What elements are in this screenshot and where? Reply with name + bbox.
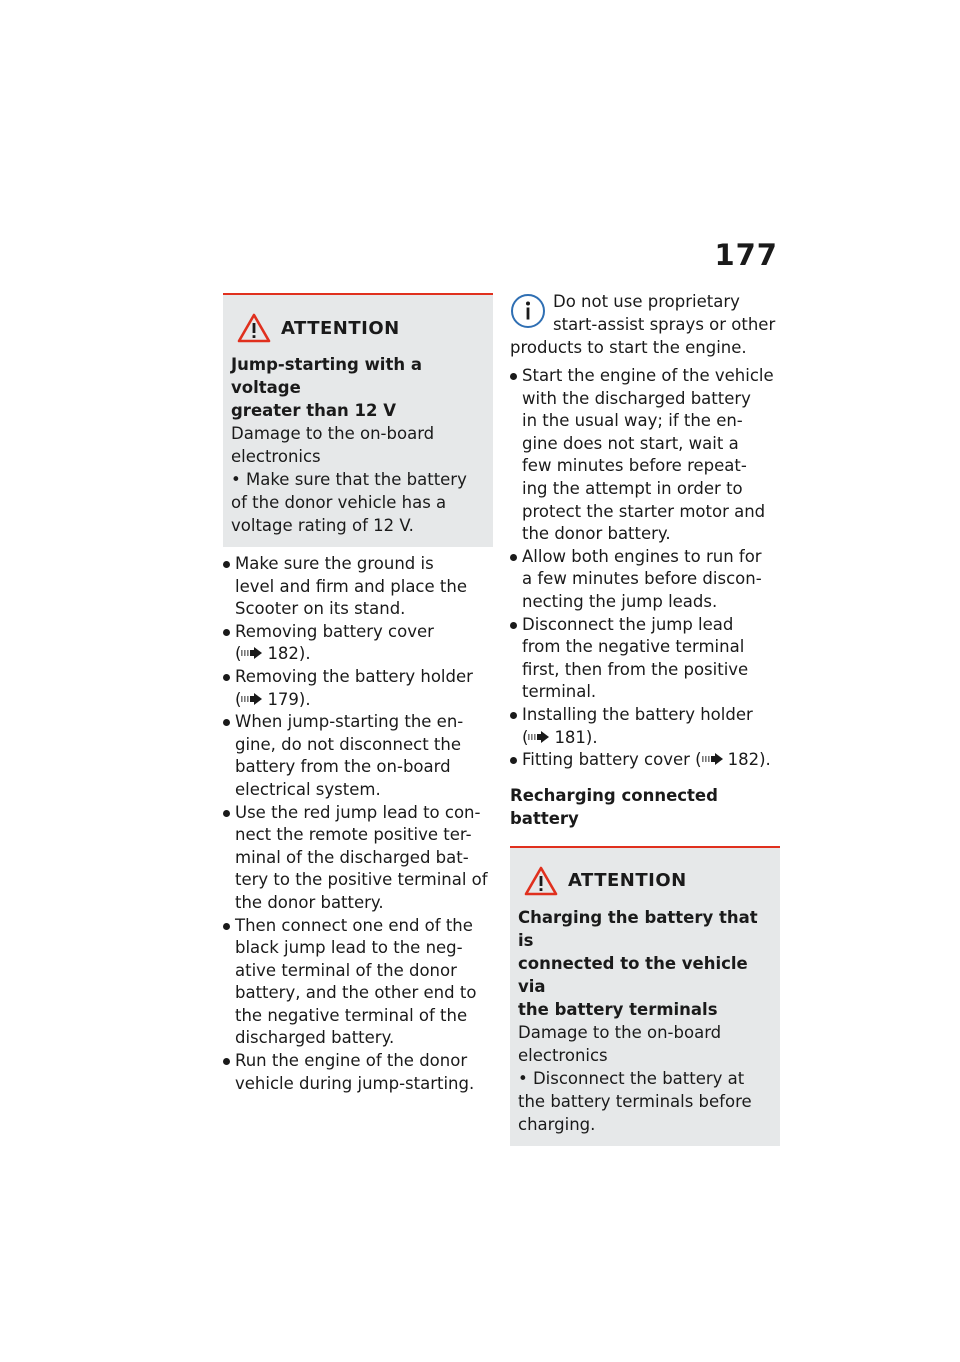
bullet-dot [223,1058,230,1065]
bullet-dot [223,923,230,930]
list-item: Allow both engines to run for a few minutes before discon- necting the jump leads. [510,546,780,614]
info-circle-icon [510,293,546,329]
warning-triangle-icon [237,313,271,343]
list-item: Fitting battery cover ( 182). [510,749,780,772]
bullet-dot [223,810,230,817]
page-number: 177 [714,238,778,272]
list-item: Then connect one end of the black jump lead to the neg- ative terminal of the donor battery, and the other end to the negative terminal of the discharged battery. [223,915,493,1051]
attention-measure: • Disconnect the battery at the battery terminals before charging. [518,1068,752,1134]
list-item: Installing the battery holder ( 181). [510,704,780,749]
page-reference-arrow-icon [702,753,724,765]
list-item: Disconnect the jump lead from the negative terminal first, then from the positive terminal. [510,614,780,704]
bullet-dot [510,373,517,380]
right-column [510,290,780,1146]
bullet-dot [510,622,517,629]
page-reference-arrow-icon [241,647,263,659]
attention-title: ATTENTION [281,317,400,339]
bullet-dot [510,757,517,764]
bullet-dot [223,561,230,568]
left-column [223,293,493,1095]
page-reference-arrow-icon [528,731,550,743]
attention-heading: Charging the battery that is connected to the vehicle via the battery terminals [518,907,758,1019]
list-item: Use the red jump lead to con- nect the remote positive ter- minal of the discharged bat- tery to the positive terminal of the donor battery. [223,802,493,915]
list-item: Removing battery cover ( 182). [223,621,493,666]
attention-title: ATTENTION [568,870,687,892]
page-reference-arrow-icon [241,693,263,705]
bullet-dot [223,674,230,681]
attention-consequence: Damage to the on-board electronics [231,424,435,466]
jump-start-steps-continued [510,365,780,772]
attention-consequence: Damage to the on-board electronics [518,1022,722,1065]
attention-measure: • Make sure that the battery of the donor vehicle has a voltage rating of 12 V. [231,470,467,535]
attention-box-jump-start [223,293,493,547]
bullet-dot [223,719,230,726]
attention-header [518,866,770,896]
list-item: Make sure the ground is level and firm and place the Scooter on its stand. [223,553,493,621]
page-reference-link[interactable]: ( 179). [235,689,311,709]
bullet-dot [510,554,517,561]
page-reference-link[interactable]: ( 181). [522,727,598,747]
list-item: When jump-starting the en- gine, do not disconnect the battery from the on-board electrical system. [223,711,493,801]
bullet-dot [223,629,230,636]
attention-header [231,313,483,343]
list-item: Run the engine of the donor vehicle during jump-starting. [223,1050,493,1095]
bullet-dot [510,712,517,719]
warning-triangle-icon [524,866,558,896]
jump-start-steps [223,553,493,1095]
attention-box-charging [510,846,780,1146]
page-reference-link[interactable]: 182). [702,750,771,769]
info-note: Do not use proprietary start-assist sprays or other products to start the engine. [510,292,776,357]
page-reference-link[interactable]: ( 182). [235,644,311,664]
list-item: Start the engine of the vehicle with the discharged battery in the usual way; if the en- gine does not start, wait a few minutes before repeat- ing the attempt in order to protect the starter motor and the donor battery. [510,365,780,546]
list-item: Removing the battery holder ( 179). [223,666,493,711]
section-heading: Recharging connected battery [510,785,718,828]
attention-heading: Jump-starting with a voltage greater than 12 V [231,355,422,420]
